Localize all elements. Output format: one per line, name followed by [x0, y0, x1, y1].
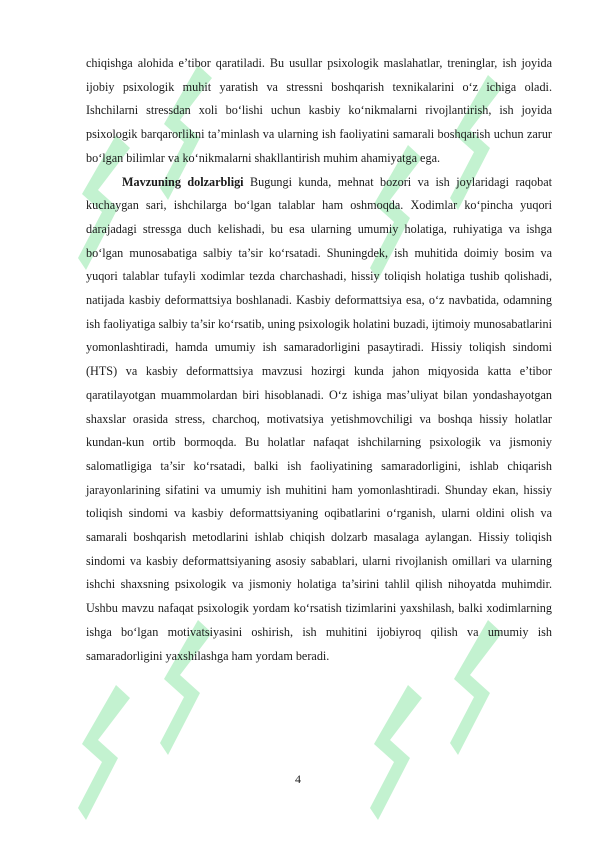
body-text	[86, 52, 552, 668]
watermark-logo-icon	[78, 680, 138, 830]
watermark-logo-icon	[370, 680, 430, 830]
section-heading: Mavzuning dolzarbligi	[122, 174, 244, 189]
paragraph-relevance-text: Bugungi kunda, mehnat bozori va ish joylaridagi raqobat kuchaygan sari, ishchilarga bo‘lgan talablar ham oshmoqda. Xodimlar ko‘pincha yuqori darajadagi stressga duch kelishadi, bu esa ularning umumiy holatiga, ruhiyatiga va ishga bo‘lgan munosabatiga salbiy ta’sir ko‘rsatadi. Shuningdek, ish muhitida doimiy bosim va yuqori talablar tufayli xodimlar tezda charchashadi, hissiy toliqish holatiga tushib qolishadi, natijada kasbiy deformattsiya boshlanadi. Kasbiy deformattsiya esa, o‘z navbatida, odamning ish faoliyatiga salbiy ta’sir ko‘rsatib, uning psixologik holatini buzadi, ijtimoiy munosabatlarini yomonlashtiradi, hamda umumiy ish samaradorligini pasaytiradi. Hissiy toliqish sindomi (HTS) va kasbiy deformattsiya mavzusi hozirgi kunda jahon miqyosida katta e’tibor qaratilayotgan muammolardan biri hisoblanadi. O‘z ishiga mas’uliyat bilan yondashayotgan shaxslar orasida stress, charchoq, motivatsiya yetishmovchiligi va boshqa hissiy holatlar kundan-kun ortib bormoqda. Bu holatlar nafaqat ishchilarning psixologik va jismoniy salomatligiga ta’sir ko‘rsatadi, balki ish faoliyatining samaradorligini, ishlab chiqarish jarayonlarining sifatini va umumiy ish muhitini ham yomonlashtiradi. Shunday ekan, hissiy toliqish sindomi va kasbiy deformattsiyaning oqibatlarini o‘rganish, ularni oldini olish va samarali boshqarish metodlarini ishlab chiqish dolzarb masalaga aylangan. Hissiy toliqish sindomi va kasbiy deformattsiyaning asosiy sabablari, ularni rivojlanish omillari va ularning ishchi shaxsning psixologik va jismoniy holatiga ta’sirini tahlil qilish nihoyatda muhimdir. Ushbu mavzu nafaqat psixologik yordam ko‘rsatish tizimlarini yaxshilash, balki xodimlarning ishga bo‘lgan motivatsiyasini oshirish, ish muhitini ijobiyroq qilish va umumiy ish samaradorligini yaxshilashga ham yordam beradi.	[86, 174, 552, 663]
paragraph-relevance	[86, 171, 552, 669]
page-number: 4	[295, 772, 301, 786]
paragraph-intro: chiqishga alohida e’tibor qaratiladi. Bu usullar psixologik maslahatlar, treninglar, ish joyida ijobiy psixologik muhit yaratish va stressni boshqarish texnikalarini o‘z ichiga oladi. Ishchilarni stressdan xoli bo‘lishi uchun kasbiy ko‘nikmalarni rivojlantirish, ish joyida psixologik barqarorlikni ta’minlash va ularning ish faoliyatini samarali boshqarish uchun zarur bo‘lgan bilimlar va ko‘nikmalarni shakllantirish muhim ahamiyatga ega.	[86, 56, 552, 165]
